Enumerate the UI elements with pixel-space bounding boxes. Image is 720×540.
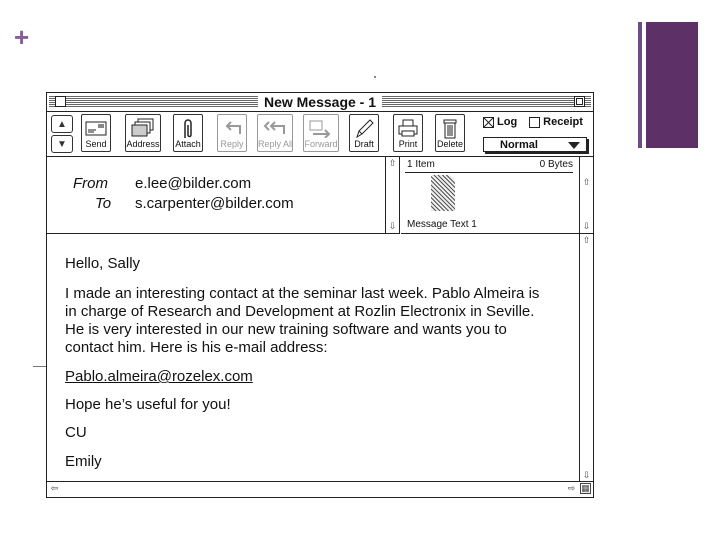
forward-arrow-icon: [307, 118, 335, 138]
window-title: New Message - 1: [258, 93, 382, 111]
attachments-header: [405, 159, 573, 173]
send-label: Send: [85, 139, 107, 149]
receipt-checkbox[interactable]: [529, 117, 540, 128]
reply-all-label: Reply All: [258, 139, 294, 149]
previous-message-button[interactable]: ▲: [51, 115, 73, 133]
attachment-size: 0 Bytes: [539, 159, 573, 170]
printer-icon: [396, 118, 420, 138]
slide-accent-block: [646, 22, 698, 148]
close-box[interactable]: [55, 96, 66, 107]
message-window: [46, 92, 594, 498]
reply-arrow-icon: [220, 118, 244, 138]
email-link[interactable]: Pablo.almeira@rozelex.com: [65, 368, 253, 385]
scroll-up-icon[interactable]: ⇧: [582, 235, 591, 245]
reply-all-icon: [261, 118, 289, 138]
send-button[interactable]: [81, 114, 111, 152]
closing-line: Hope he’s useful for you!: [65, 396, 231, 413]
trash-can-icon: [439, 118, 461, 140]
from-label: From: [73, 175, 108, 192]
title-bar[interactable]: [47, 93, 593, 112]
attachment-name[interactable]: Message Text 1: [407, 219, 477, 230]
attachment-count: 1 Item: [407, 159, 435, 170]
to-field[interactable]: s.carpenter@bilder.com: [135, 195, 294, 212]
receipt-label: Receipt: [543, 116, 583, 128]
address-book-icon: [130, 118, 156, 138]
draft-label: Draft: [354, 139, 374, 149]
greeting: Hello, Sally: [65, 255, 141, 272]
print-button[interactable]: [393, 114, 423, 152]
scroll-down-icon[interactable]: ⇩: [582, 221, 591, 231]
forward-button[interactable]: [303, 114, 339, 152]
scroll-up-icon[interactable]: ⇧: [388, 158, 397, 168]
attach-label: Attach: [175, 139, 201, 149]
delete-button[interactable]: [435, 114, 465, 152]
attachments-pane: [401, 157, 593, 234]
signature: Emily: [65, 453, 102, 470]
speck: [374, 76, 376, 78]
paperclip-icon: [178, 118, 198, 140]
address-scrollbar[interactable]: [385, 157, 399, 233]
priority-select[interactable]: [483, 137, 587, 152]
log-checkbox[interactable]: [483, 117, 494, 128]
scroll-left-icon[interactable]: ⇦: [50, 483, 59, 493]
dropdown-arrow-icon: [568, 142, 580, 149]
reply-all-button[interactable]: [257, 114, 293, 152]
delete-label: Delete: [436, 139, 463, 149]
body-scrollbar[interactable]: [579, 234, 593, 482]
cu-line: CU: [65, 424, 87, 441]
priority-value: Normal: [500, 139, 538, 151]
message-nav: [51, 115, 73, 155]
from-field[interactable]: e.lee@bilder.com: [135, 175, 252, 192]
scroll-down-icon[interactable]: ⇩: [388, 221, 397, 231]
slide-accent-line: [638, 22, 642, 148]
scroll-right-icon[interactable]: ⇨: [567, 483, 576, 493]
horizontal-scrollbar[interactable]: [47, 481, 593, 497]
body-line-2: in charge of Research and Development at Rozlin Electronix in Seville.: [65, 303, 535, 320]
address-label: Address: [126, 139, 160, 149]
scroll-down-icon[interactable]: ⇩: [582, 470, 591, 480]
toolbar: [47, 112, 593, 157]
forward-label: Forward: [304, 139, 338, 149]
draft-button[interactable]: [349, 114, 379, 152]
message-body[interactable]: [47, 234, 579, 481]
zoom-box[interactable]: [574, 96, 585, 107]
address-pane: [47, 157, 400, 234]
scroll-up-icon[interactable]: ⇧: [582, 177, 591, 187]
print-label: Print: [398, 139, 418, 149]
next-message-button[interactable]: ▼: [51, 135, 73, 153]
attach-button[interactable]: [173, 114, 203, 152]
reply-button[interactable]: [217, 114, 247, 152]
resize-grip-icon[interactable]: ▦: [581, 483, 590, 493]
body-line-1: I made an interesting contact at the seminar last week. Pablo Almeira is: [65, 285, 540, 302]
slide-plus-mark: +: [14, 22, 30, 52]
reply-label: Reply: [220, 139, 244, 149]
envelope-icon: [84, 118, 108, 138]
document-icon[interactable]: [431, 175, 455, 211]
log-label: Log: [497, 116, 518, 128]
body-line-3: He is very interested in our new training software and wants you to: [65, 321, 507, 338]
log-option[interactable]: [483, 116, 583, 128]
attachments-scrollbar[interactable]: [579, 157, 593, 233]
body-line-4: contact him. Here is his e-mail address:: [65, 339, 328, 356]
address-button[interactable]: [125, 114, 161, 152]
pencil-icon: [353, 118, 375, 140]
to-label: To: [95, 195, 112, 212]
